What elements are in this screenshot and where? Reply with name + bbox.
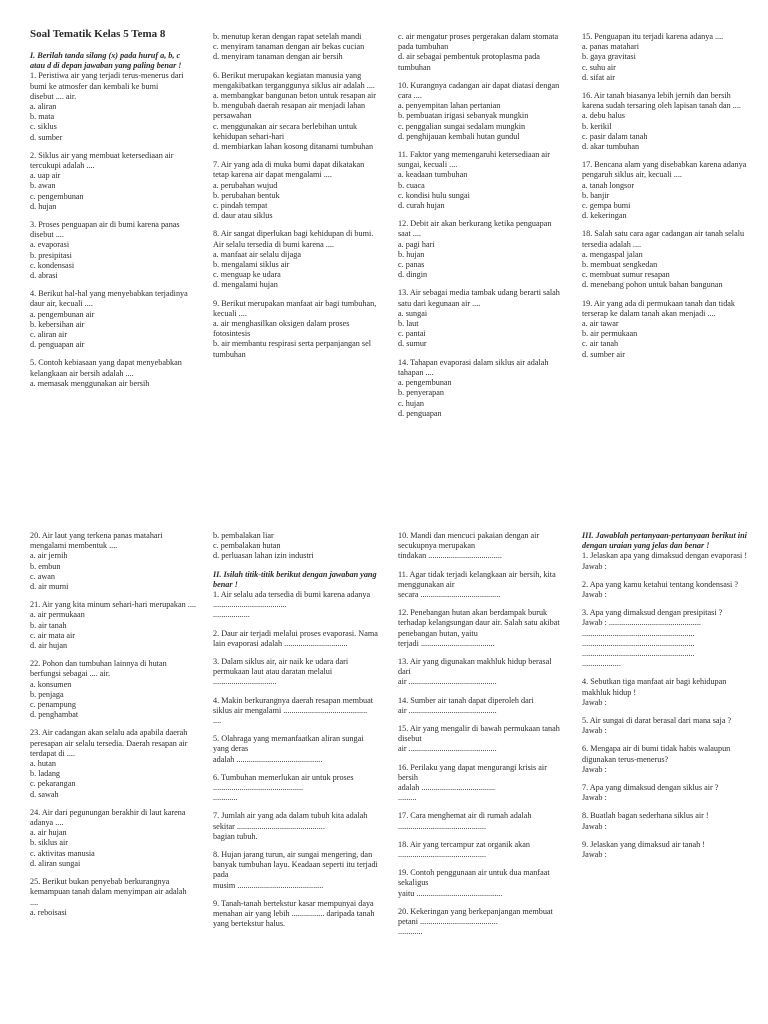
options: b. menutup keran dengan rapat setelah mandi c. menyiram tanaman dengan air bekas cucian d. menyiram tanaman dengan air bersih [213, 32, 365, 62]
fill-in-question: 3. Dalam siklus air, air naik ke udara dari permukaan laut atau daratan melalui ............................... [213, 657, 351, 687]
column-8 [582, 531, 748, 860]
fill-in-question: 15. Air yang mengalir di bawah permukaan tanah disebut air ........................................... [398, 724, 560, 754]
options: a. mengaspal jalan b. membuat sengkedan c. membuat sumur resapan d. menebang pohon untuk bahan bangunan [582, 249, 723, 290]
question: 22. Pohon dan tumbuhan lainnya di hutan berfungsi sebagai .... air. [30, 659, 169, 679]
question: 8. Air sangat diperlukan bagi kehidupan di bumi. Air selalu tersedia di bumi karena .... [213, 229, 375, 249]
question: 21. Air yang kita minum sehari-hari merupakan .... [30, 600, 196, 610]
options: a. reboisasi [30, 907, 67, 917]
essay-question: 7. Apa yang dimaksud dengan siklus air ? Jawab : [582, 783, 719, 803]
options: b. pembalakan liar c. pembalakan hutan d. perluasan lahan izin industri [213, 531, 314, 561]
options: c. air mengatur proses pergerakan dalam stomata pada tumbuhan d. air sebagai pembentuk protoplasma pada tumbuhan [398, 32, 559, 72]
question: 6. Berikut merupakan kegiatan manusia yang mengakibatkan terganggunya siklus air adalah .... [213, 70, 375, 90]
options: a. perubahan wujud b. perubahan bentuk c. pindah tempat d. daur atau siklus [213, 180, 280, 221]
fill-in-question: 11. Agar tidak terjadi kelangkaan air bersih, kita menggunakan air secara ....................................... [398, 569, 556, 600]
fill-in-question: 7. Jumlah air yang ada dalam tubuh kita adalah sekitar ........................................... bagian tubuh. [213, 811, 368, 841]
essay-question: 9. Jelaskan yang dimaksud air tanah ! Jawab : [582, 839, 706, 860]
essay-question: 6. Mengapa air di bumi tidak habis walaupun digunakan terus-menerus? Jawab : [582, 744, 731, 774]
essay-question: 1. Jelaskan apa yang dimaksud dengan evaporasi ! Jawab : [582, 551, 748, 571]
options: a. evaporasi b. presipitasi c. kondensasi d. abrasi [30, 240, 75, 281]
column-6 [213, 531, 379, 930]
options: a. membangkar bangunan beton untuk resapan air b. mengubah daerah resapan air menjadi lahan persawahan c. menggunakan air secara berlebihan untuk kehidupan sehari-hari d. membiarkan lahan kosong ditanami tumbuhan [213, 91, 377, 152]
fill-in-question: 17. Cara menghemat air di rumah adalah ........................................... [398, 811, 534, 831]
essay-question: 5. Air sungai di darat berasal dari mana saja ? Jawab : [582, 716, 732, 736]
question: 13. Air sebagai media tambak udang berarti salah satu dari kegunaan air .... [398, 288, 562, 308]
question: 1. Peristiwa air yang terjadi terus-menerus dari bumi ke atmosfer dan kembali ke bumi disebut .... air. [30, 71, 184, 101]
question: 3. Proses penguapan air di bumi karena panas disebut .... [30, 220, 182, 240]
question: 18. Salah satu cara agar cadangan air tanah selalu tersedia adalah .... [582, 229, 747, 249]
fill-in-question: 10. Mandi dan mencuci pakaian dengan air secukupnya merupakan tindakan .................................... [398, 531, 540, 561]
options: a. pengembunan air b. kebersihan air c. aliran air d. penguapan air [30, 309, 95, 350]
fill-in-question: 2. Daur air terjadi melalui proses evaporasi. Nama lain evaporasi adalah ............................... [213, 628, 380, 648]
options: a. debu halus b. kerikil c. pasir dalam tanah d. akar tumbuhan [582, 111, 648, 152]
column-1 [30, 28, 196, 389]
column-4 [582, 32, 748, 360]
question: 16. Air tanah biasanya lebih jernih dan bersih karena sudah tersaring oleh lapisan tanah dan .... [582, 91, 741, 111]
column-3 [398, 32, 564, 419]
question: 25. Berikut bukan penyebab berkurangnya kemampuan tanah dalam menyimpan air adalah .... [30, 877, 189, 907]
question: 24. Air dari pegunungan berakhir di laut karena adanya .... [30, 807, 188, 828]
fill-in-question: 13. Air yang digunakan makhluk hidup berasal dari air ........................................... [398, 657, 552, 687]
options: a. manfaat air selalu dijaga b. mengalami siklus air c. menguap ke udara d. mengalami hujan [213, 249, 301, 290]
question: 10. Kurangnya cadangan air dapat diatasi dengan cara .... [398, 80, 562, 101]
options: a. uap air b. awan c. pengembunan d. hujan [30, 171, 84, 211]
column-5 [30, 531, 196, 918]
question: 17. Bencana alam yang disebabkan karena adanya pengaruh siklus air, kecuali .... [582, 160, 749, 180]
options: a. pengembunan b. penyerapan c. hujan d. penguapan [398, 378, 452, 418]
question: 23. Air cadangan akan selalu ada apabila daerah peresapan air selalu tersedia. Daerah resapan air terdapat di .... [30, 728, 190, 758]
question: 7. Air yang ada di muka bumi dapat dikatakan tetap karena air dapat mengalami .... [213, 160, 367, 180]
question: 14. Tahapan evaporasi dalam siklus air adalah tahapan .... [398, 357, 551, 377]
options: a. keadaan tumbuhan b. cuaca c. kondisi hulu sungai d. curah hujan [398, 170, 470, 211]
essay-question: 3. Apa yang dimaksud dengan presipitasi ? Jawab : ............................................. ....................................................... ....................................................... ....................................................... ................... [582, 608, 723, 669]
options: a. air permukaan b. air tanah c. air mata air d. air hujan [30, 610, 85, 651]
question: 15. Penguapan itu terjadi karena adanya .... [582, 32, 724, 41]
options: a. air menghasilkan oksigen dalam proses fotosintesis b. air membantu respirasi serta perpanjangan sel tumbuhan [213, 319, 372, 359]
options: a. memasak menggunakan air bersih [30, 378, 150, 388]
fill-in-question: 16. Perilaku yang dapat mengurangi krisis air bersih adalah .................................... ......... [398, 762, 547, 803]
essay-question: 2. Apa yang kamu ketahui tentang kondensasi ? Jawab : [582, 579, 738, 600]
essay-question: 8. Buatlah bagan sederhana siklus air ! Jawab : [582, 811, 709, 831]
fill-in-question: 19. Contoh penggunaan air untuk dua manfaat sekaligus yaitu .......................................... [398, 868, 550, 898]
options: a. panas matahari b. gaya gravitasi c. suhu air d. sifat air [582, 42, 640, 82]
question: 9. Berikut merupakan manfaat air bagi tumbuhan, kecuali .... [213, 298, 379, 318]
question: 4. Berikut hal-hal yang menyebabkan terjadinya daur air, kecuali .... [30, 289, 190, 309]
essay-question: 4. Sebutkan tiga manfaat air bagi kehidupan makhluk hidup ! Jawab : [582, 677, 727, 707]
question: 19. Air yang ada di permukaan tanah dan tidak terserap ke dalam tanah akan menjadi .... [582, 298, 738, 318]
fill-in-question: 20. Kekeringan yang berkepanjangan membuat petani ...................................... ............ [398, 906, 553, 937]
fill-in-question: 6. Tumbuhan memerlukan air untuk proses ............................................ ............ [213, 772, 354, 803]
section-2-heading: II. Isilah titik-titik berikut dengan jawaban yang benar ! [213, 569, 379, 589]
options: a. air tawar b. air permukaan c. air tanah d. sumber air [582, 319, 638, 359]
fill-in-question: 4. Makin berkurangnya daerah resapan membuat siklus air mengalami ......................................... .... [213, 695, 374, 726]
question: 2. Siklus air yang membuat ketersediaan air tercukupi adalah .... [30, 150, 176, 171]
options: a. sungai b. laut c. pantai d. sumur [398, 308, 428, 349]
options: a. air hujan b. siklus air c. aktivitas manusia d. aliran sungai [30, 828, 95, 868]
question: 12. Debit air akan berkurang ketika penguapan saat .... [398, 219, 554, 239]
options: a. air jernih b. embun c. awan d. air murni [30, 551, 69, 592]
fill-in-question: 18. Air yang tercampur zat organik akan ........................................... [398, 839, 532, 860]
fill-in-question: 8. Hujan jarang turun, air sungai mengering, dan banyak tumbuhan layu. Keadaan seperti itu terjadi pada musim .......................................... [213, 850, 378, 890]
options: a. tanah longsor b. banjir c. gempa bumi d. kekeringan [582, 180, 635, 221]
fill-in-question: 14. Sumber air tanah dapat diperoleh dari air ........................................... [398, 695, 534, 715]
fill-in-question: 1. Air selalu ada tersedia di bumi karena adanya .................................... .................. [213, 590, 371, 620]
column-2 [213, 32, 379, 360]
column-7 [398, 531, 564, 938]
question: 20. Air laut yang terkena panas matahari mengalami membentuk .... [30, 531, 165, 551]
options: a. pagi hari b. hujan c. panas d. dingin [398, 239, 435, 280]
fill-in-question: 9. Tanah-tanah bertekstur kasar mempunyai daya menahan air yang lebih ................ daripada tanah yang bertekstur halus. [213, 898, 377, 929]
page-title: Soal Tematik Kelas 5 Tema 8 [30, 28, 166, 40]
options: a. penyempitan lahan pertanian b. pembuatan irigasi sebanyak mungkin c. penggalian sungai sedalam mungkin d. penghijauan kembali hutan gundul [398, 101, 529, 141]
fill-in-question: 12. Penebangan hutan akan berdampak buruk terhadap kelangsungan daur air. Salah satu akibat penebangan hutan, yaitu terjadi .................................... [398, 608, 560, 648]
options: a. aliran b. mata c. siklus d. sumber [30, 102, 63, 142]
question: 11. Faktor yang memengaruhi ketersediaan air sungai, kecuali .... [398, 150, 553, 170]
question: 5. Contoh kebiasaan yang dapat menyebabkan kelangkaan air bersih adalah .... [30, 358, 184, 378]
section-3-heading: III. Jawablah pertanyaan-pertanyaan berikut ini dengan uraian yang jelas dan benar ! [582, 531, 749, 551]
options: a. hutan b. ladang c. pekarangan d. sawah [30, 759, 76, 799]
options: a. konsumen b. penjaga c. penampung d. penghambat [30, 679, 79, 720]
section-1-heading: I. Berilah tanda silang (x) pada huruf a, b, c atau d di depan jawaban yang paling benar ! [30, 51, 183, 71]
fill-in-question: 5. Olahraga yang memanfaatkan aliran sungai yang deras adalah .......................................... [213, 734, 364, 764]
